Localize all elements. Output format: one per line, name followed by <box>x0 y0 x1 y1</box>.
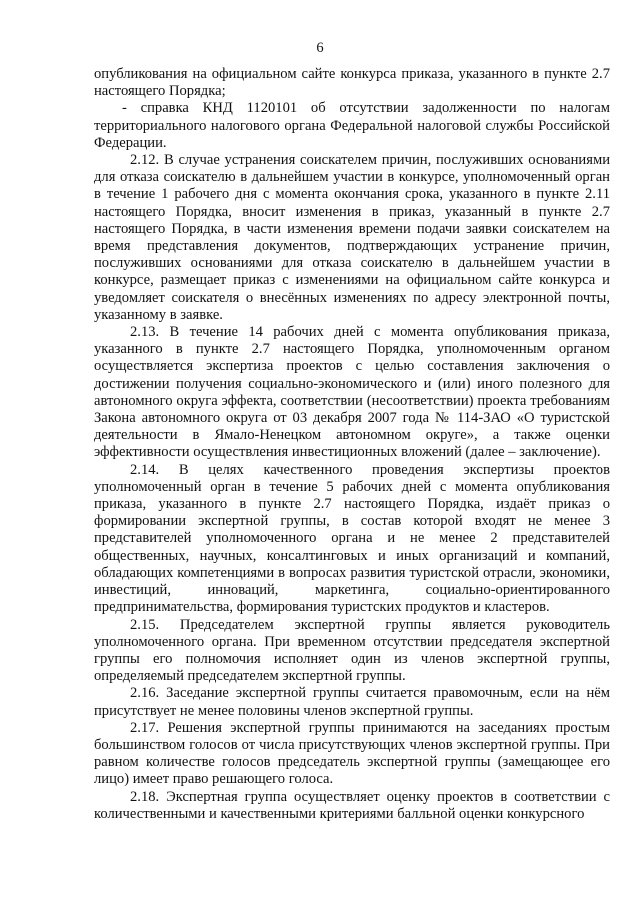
paragraph-2-16: 2.16. Заседание экспертной группы считается правомочным, если на нём присутствует не менее половины членов экспертной группы. <box>94 685 610 719</box>
paragraph-continuation: опубликования на официальном сайте конкурса приказа, указанного в пункте 2.7 настоящего Порядка; <box>94 66 610 100</box>
paragraph-2-15: 2.15. Председателем экспертной группы является руководитель уполномоченного органа. При временном отсутствии председателя экспертной группы его полномочия исполняет один из членов экспертной группы, определяемый председателем экспертной группы. <box>94 616 610 685</box>
document-body <box>94 66 610 823</box>
paragraph-2-12: 2.12. В случае устранения соискателем причин, послуживших основаниями для отказа соискателю в дальнейшем участии в конкурсе, уполномоченный орган в течение 1 рабочего дня с момента окончания срока, указанного в пункте 2.11 настоящего Порядка, вносит изменения в приказ, указанный в пункте 2.7 настоящего Порядка, в части изменения времени подачи заявки соискателем на время представления документов, подтверждающих устранение причин, послуживших основаниями для отказа соискателю в дальнейшем участии в конкурсе, размещает приказ с изменениями на официальном сайте конкурса и уведомляет соискателя о внесённых изменениях по адресу электронной почты, указанному в заявке. <box>94 152 610 323</box>
paragraph-2-14: 2.14. В целях качественного проведения экспертизы проектов уполномоченный орган в течение 5 рабочих дней с момента опубликования приказа, указанного в пункте 2.7 настоящего Порядка, издаёт приказ о формировании экспертной группы, в состав которой входят не менее 3 представителей уполномоченного органа и не менее 2 представителей общественных, научных, консалтинговых и иных организаций и компаний, обладающих компетенциями в вопросах развития туристской отрасли, экономики, инвестиций, инноваций, маркетинга, социально-ориентированного предпринимательства, формирования туристских продуктов и кластеров. <box>94 461 610 616</box>
paragraph-2-13: 2.13. В течение 14 рабочих дней с момента опубликования приказа, указанного в пункте 2.7 настоящего Порядка, уполномоченным органом осуществляется экспертиза проектов с целью составления заключения о достижении получения социально-экономического и (или) иного полезного для автономного округа эффекта, соответствии (несоответствии) проекта требованиям Закона автономного округа от 03 декабря 2007 года № 114-ЗАО «О туристской деятельности в Ямало-Ненецком автономном округе», а также оценки эффективности осуществления инвестиционных вложений (далее – заключение). <box>94 324 610 461</box>
paragraph-2-17: 2.17. Решения экспертной группы принимаются на заседаниях простым большинством голосов от числа присутствующих членов экспертной группы. При равном количестве голосов председатель экспертной группы (замещающее его лицо) имеет право решающего голоса. <box>94 719 610 788</box>
page-number: 6 <box>316 40 324 56</box>
paragraph-bullet-tax-certificate: - справка КНД 1120101 об отсутствии задолженности по налогам территориального налогового органа Федеральной налоговой службы Российской Федерации. <box>94 100 610 151</box>
paragraph-2-18: 2.18. Экспертная группа осуществляет оценку проектов в соответствии с количественными и качественными критериями балльной оценки конкурсного <box>94 788 610 822</box>
